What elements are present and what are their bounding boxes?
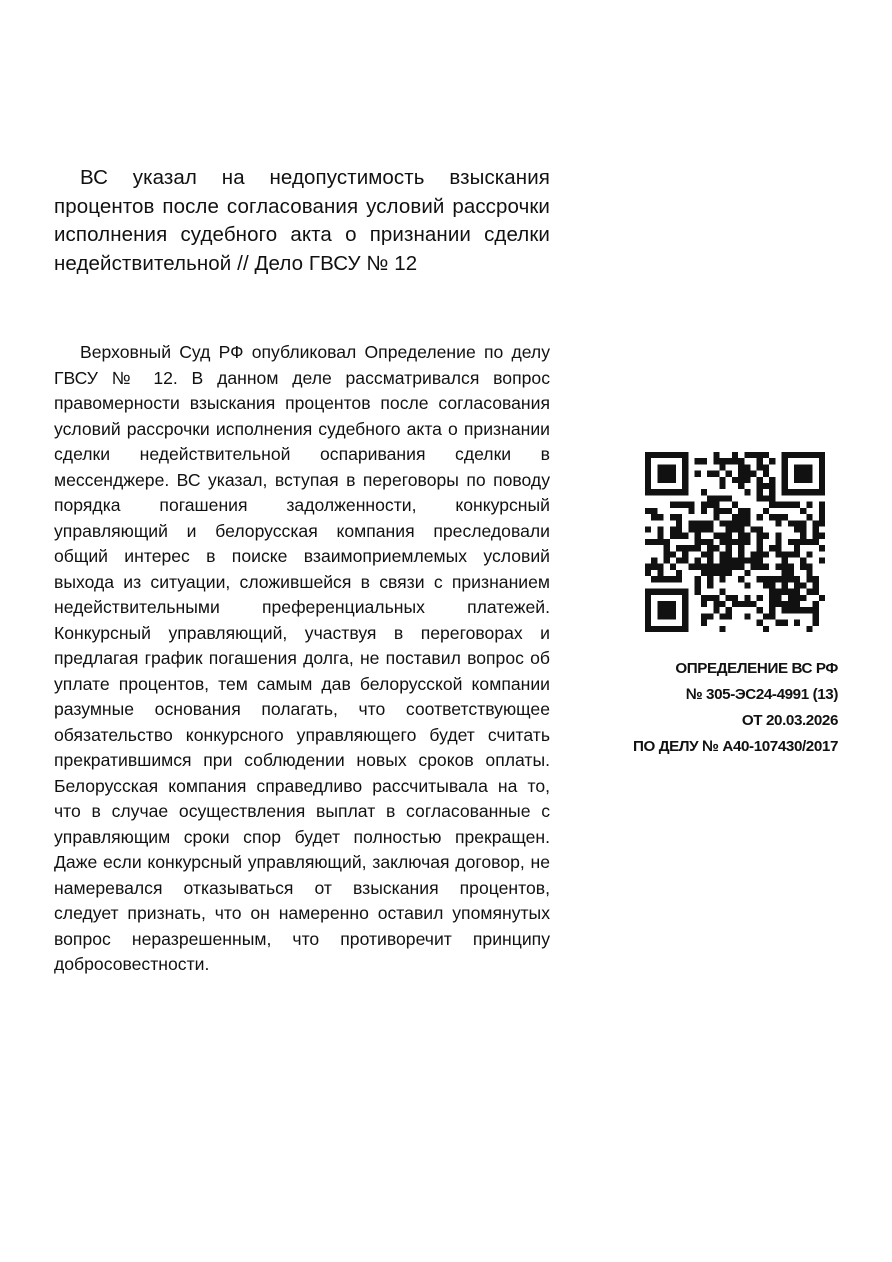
ruling-title: ОПРЕДЕЛЕНИЕ ВС РФ: [675, 660, 838, 677]
case-number: ПО ДЕЛУ № А40-107430/2017: [633, 738, 838, 755]
qr-code-icon: [645, 452, 825, 632]
ruling-reference: [538, 656, 838, 760]
ruling-date: ОТ 20.03.2026: [741, 712, 838, 729]
article-headline: ВС указал на недопустимость взыскания процентов после согласования условий рассрочки исполнения судебного акта о признании сделки недействительной // Дело ГВСУ № 12: [54, 166, 550, 275]
qr-code: [645, 452, 825, 632]
ruling-number: № 305-ЭС24-4991 (13): [685, 686, 838, 703]
article-body: Верховный Суд РФ опубликовал Определение по делу ГВСУ № 12. В данном деле рассматривался вопрос правомерности взыскания процентов после согласования условий рассрочки исполнения судебного акта о признании сделки недействительной оспаривания сделки в мессенджере. ВС указал, вступая в переговоры по поводу порядка погашения задолженности, конкурсный управляющий и белорусская компания преследовали общий интерес в поиске взаимоприемлемых условий выхода из ситуации, сложившейся в связи с признанием недействительными преференциальных платежей. Конкурсный управляющий, участвуя в переговорах и предлагая график погашения долга, не поставил вопрос об уплате процентов, тем самым дав белорусской компании разумные основания полагать, что соответствующее обязательство конкурсного управляющего будет считать прекратившимся при соблюдении новых сроков оплаты. Белорусская компания справедливо рассчитывала на то, что в случае осуществления выплат в согласованные с управляющим сроки спор будет полностью прекращен. Даже если конкурсный управляющий, заключая договор, не намеревался отказываться от взыскания процентов, следует признать, что он намеренно оставил упомянутых вопрос неразрешенным, что противоречит принципу добросовестности.: [54, 342, 550, 974]
